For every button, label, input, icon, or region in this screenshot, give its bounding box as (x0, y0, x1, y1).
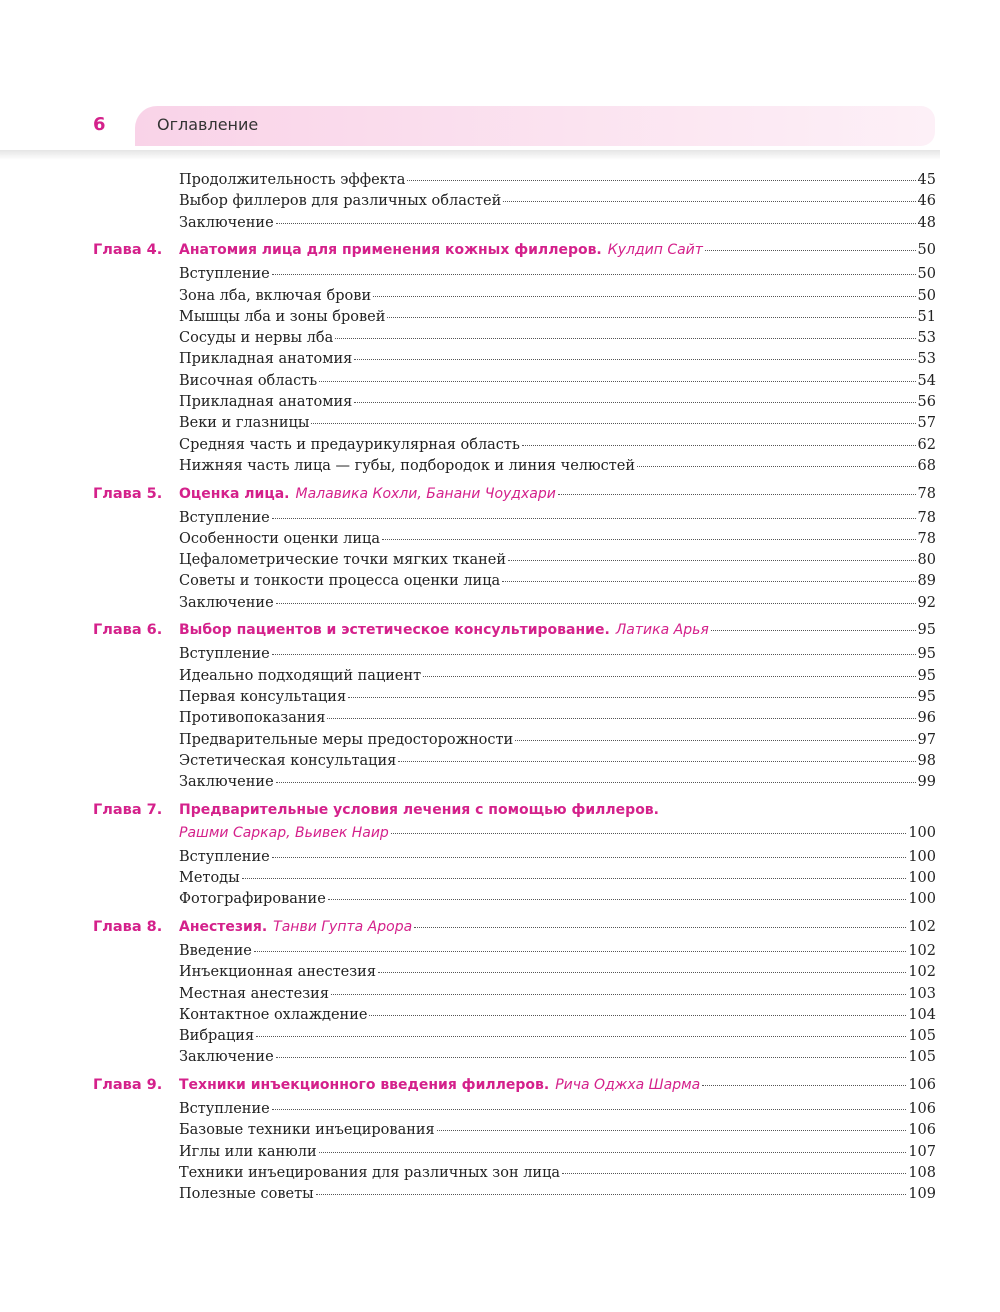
toc-entry-page: 68 (917, 457, 936, 474)
chapter-label: Глава 4. (93, 242, 163, 259)
dot-leader (276, 223, 916, 224)
toc-entry-line (179, 1122, 936, 1138)
dot-leader (276, 1057, 907, 1058)
toc-entry[interactable] (0, 172, 1000, 193)
dot-leader (276, 603, 916, 604)
toc-entry-page: 100 (908, 848, 936, 865)
page-header (0, 104, 1000, 164)
chapter-heading[interactable] (0, 802, 1000, 823)
toc-entry-title: Инъекционная анестезия (179, 964, 376, 981)
toc-entry[interactable] (0, 943, 1000, 964)
toc-entry-page: 56 (917, 394, 936, 410)
dot-leader (354, 402, 915, 403)
header-title: Оглавление (157, 115, 259, 134)
chapter-authors-row[interactable] (0, 825, 1000, 846)
toc-entry-page: 102 (908, 964, 936, 981)
toc-entry-page: 89 (917, 573, 936, 590)
toc-entry-title: Техники инъецирования для различных зон лица (179, 1164, 561, 1181)
toc-entry-line (179, 891, 936, 907)
toc-entry-line (179, 552, 936, 568)
toc-entry-title: Первая консультация (179, 688, 347, 705)
toc-entry-page: 95 (917, 688, 936, 705)
chapter-line (179, 1077, 936, 1093)
dot-leader (508, 560, 916, 561)
toc-entry[interactable] (0, 753, 1000, 774)
chapter-line (179, 486, 936, 502)
toc-entry-line (179, 849, 936, 865)
toc-entry-page: 78 (917, 530, 936, 547)
dot-leader (503, 201, 915, 202)
toc-entry[interactable] (0, 351, 1000, 372)
dot-leader (276, 782, 916, 783)
chapter-authors: Кулдип Сайт (607, 242, 703, 259)
toc-entry[interactable] (0, 215, 1000, 236)
toc-entry[interactable] (0, 1101, 1000, 1122)
dot-leader (407, 180, 915, 181)
chapter-label: Глава 8. (93, 918, 163, 935)
toc-entry-title: Заключение (179, 594, 274, 611)
toc-entry[interactable] (0, 1144, 1000, 1165)
toc-entry[interactable] (0, 573, 1000, 594)
toc-entry-title: Идеально подходящий пациент (179, 667, 422, 684)
dot-leader (242, 878, 907, 879)
chapter-title: Выбор пациентов и эстетическое консультирование. (179, 622, 610, 639)
toc-entry-title: Методы (179, 870, 240, 886)
toc-entry[interactable] (0, 437, 1000, 458)
toc-entry-title: Височная область (179, 372, 318, 389)
toc-entry-title: Прикладная анатомия (179, 394, 353, 410)
chapter-authors-line (179, 825, 936, 841)
toc-entry[interactable] (0, 1122, 1000, 1143)
toc-entry[interactable] (0, 595, 1000, 616)
toc-entry-line (179, 510, 936, 526)
dot-leader (423, 676, 915, 677)
toc-entry-page: 80 (917, 552, 936, 569)
toc-entry[interactable] (0, 1007, 1000, 1028)
dot-leader (414, 927, 906, 928)
toc-entry-title: Эстетическая консультация (179, 752, 397, 769)
toc-entry-page: 53 (917, 330, 936, 347)
dot-leader (327, 718, 915, 719)
dot-leader (437, 1130, 907, 1131)
toc-entry-page: 100 (908, 870, 936, 886)
toc-entry-page: 95 (917, 646, 936, 663)
toc-entry-line (179, 774, 936, 790)
toc-entry-line (179, 1101, 936, 1117)
toc-entry-title: Продолжительность эффекта (179, 172, 406, 188)
toc-entry-title: Цефалометрические точки мягких тканей (179, 552, 507, 569)
dot-leader (515, 740, 915, 741)
chapter-page: 100 (908, 824, 936, 841)
chapter-line (179, 802, 936, 818)
header-shadow (0, 150, 940, 160)
toc-entry-page: 92 (917, 594, 936, 611)
toc-entry-page: 99 (917, 774, 936, 791)
toc-entry-line (179, 1144, 936, 1160)
dot-leader (256, 1036, 906, 1037)
toc-entry-page: 78 (917, 509, 936, 526)
chapter-heading[interactable] (0, 242, 1000, 263)
dot-leader (319, 381, 915, 382)
chapter-title: Анатомия лица для применения кожных филлеров. (179, 242, 602, 259)
dot-leader (702, 1085, 906, 1086)
toc-entry-page: 57 (917, 415, 936, 432)
toc-entry[interactable] (0, 849, 1000, 870)
dot-leader (502, 581, 915, 582)
dot-leader (272, 654, 916, 655)
toc-entry-page: 98 (917, 752, 936, 769)
toc-entry-page: 103 (908, 985, 936, 1002)
toc-entry[interactable] (0, 710, 1000, 731)
toc-entry-page: 48 (917, 214, 936, 231)
toc-entry[interactable] (0, 774, 1000, 795)
toc-entry-line (179, 646, 936, 662)
toc-entry-title: Нижняя часть лица — губы, подбородок и линия челюстей (179, 457, 636, 474)
dot-leader (391, 833, 906, 834)
toc-entry[interactable] (0, 1186, 1000, 1207)
chapter-page: 106 (908, 1077, 936, 1093)
toc-entry-title: Вступление (179, 266, 270, 283)
dot-leader (522, 445, 916, 446)
toc-entry-line (179, 266, 936, 282)
dot-leader (335, 338, 915, 339)
toc-entry-page: 53 (917, 351, 936, 368)
toc-entry-title: Противопоказания (179, 710, 326, 727)
toc-entry-page: 100 (908, 891, 936, 908)
toc-entry-title: Заключение (179, 1049, 274, 1066)
chapter-label: Глава 5. (93, 485, 163, 502)
toc-entry-page: 46 (917, 193, 936, 210)
dot-leader (562, 1173, 906, 1174)
dot-leader (558, 494, 916, 495)
chapter-heading[interactable] (0, 622, 1000, 643)
toc-entry-line (179, 964, 936, 980)
toc-entry-page: 97 (917, 731, 936, 748)
toc-entry-line (179, 1049, 936, 1065)
toc-entry-line (179, 415, 936, 431)
toc-entry-page: 51 (917, 308, 936, 325)
toc-entry-title: Вступление (179, 509, 270, 526)
toc-entry-line (179, 668, 936, 684)
toc-entry-line (179, 753, 936, 769)
toc-entry-title: Заключение (179, 214, 274, 231)
toc-entry-line (179, 689, 936, 705)
toc-entry-page: 107 (908, 1143, 936, 1160)
chapter-line (179, 242, 936, 258)
toc-entry-title: Предварительные меры предосторожности (179, 731, 514, 748)
chapter-authors: Малавика Кохли, Банани Чоудхари (295, 485, 556, 502)
dot-leader (378, 972, 906, 973)
dot-leader (272, 857, 907, 858)
toc-entry-line (179, 330, 936, 346)
dot-leader (398, 761, 915, 762)
toc-entry-line (179, 373, 936, 389)
chapter-title: Анестезия. (179, 918, 268, 935)
toc-entry-title: Вступление (179, 646, 270, 663)
toc-entry-page: 105 (908, 1028, 936, 1045)
toc-entry[interactable] (0, 1165, 1000, 1186)
chapter-page: 50 (917, 242, 936, 259)
toc-entry-title: Иглы или канюли (179, 1143, 317, 1160)
dot-leader (705, 250, 916, 251)
toc-entry-title: Контактное охлаждение (179, 1006, 368, 1023)
toc-entry-line (179, 531, 936, 547)
dot-leader (311, 423, 915, 424)
toc-entry-title: Полезные советы (179, 1186, 314, 1203)
toc-entry[interactable] (0, 689, 1000, 710)
toc-entry[interactable] (0, 458, 1000, 479)
toc-entry-title: Советы и тонкости процесса оценки лица (179, 573, 501, 590)
toc-entry[interactable] (0, 394, 1000, 415)
chapter-line (179, 622, 936, 638)
chapter-label: Глава 6. (93, 622, 163, 639)
toc-entry-line (179, 1186, 936, 1202)
toc-entry-title: Выбор филлеров для различных областей (179, 193, 502, 210)
toc-entry[interactable] (0, 1028, 1000, 1049)
toc-entry[interactable] (0, 668, 1000, 689)
chapter-heading[interactable] (0, 1077, 1000, 1098)
page-number: 6 (93, 114, 106, 135)
toc-entry-line (179, 288, 936, 304)
dot-leader (319, 1152, 907, 1153)
dot-leader (272, 518, 916, 519)
dot-leader (328, 899, 907, 900)
dot-leader (373, 296, 915, 297)
dot-leader (348, 697, 915, 698)
toc-entry[interactable] (0, 531, 1000, 552)
chapter-line (179, 919, 936, 935)
toc-entry-title: Вступление (179, 1101, 270, 1117)
toc-entry[interactable] (0, 964, 1000, 985)
toc-entry-line (179, 573, 936, 589)
toc-entry-line (179, 394, 936, 410)
toc-entry-line (179, 870, 936, 886)
toc-entry-page: 96 (917, 710, 936, 727)
chapter-authors: Рича Оджха Шарма (555, 1077, 701, 1093)
toc-entry-title: Мышцы лба и зоны бровей (179, 308, 386, 325)
chapter-title: Техники инъекционного введения филлеров. (179, 1077, 550, 1093)
toc-entry-page: 95 (917, 667, 936, 684)
toc-entry-line (179, 710, 936, 726)
toc-entry-title: Прикладная анатомия (179, 351, 353, 368)
toc-entry-title: Средняя часть и предаурикулярная область (179, 436, 520, 453)
toc-entry-line (179, 172, 936, 188)
toc-entry[interactable] (0, 415, 1000, 436)
chapter-authors: Танви Гупта Арора (273, 918, 413, 935)
toc-entry[interactable] (0, 986, 1000, 1007)
chapter-heading[interactable] (0, 486, 1000, 507)
toc-entry-line (179, 215, 936, 231)
chapter-authors: Латика Арья (615, 622, 709, 639)
chapter-title: Оценка лица. (179, 485, 290, 502)
toc-entry-page: 62 (917, 436, 936, 453)
toc-entry-line (179, 1165, 936, 1181)
toc-entry-title: Базовые техники инъецирования (179, 1122, 435, 1139)
dot-leader (369, 1015, 906, 1016)
toc-entry-title: Введение (179, 942, 252, 959)
toc-entry-page: 50 (917, 266, 936, 283)
toc-entry-page: 50 (917, 287, 936, 304)
toc-entry-title: Заключение (179, 774, 274, 791)
toc-entry-page: 102 (908, 942, 936, 959)
chapter-title: Предварительные условия лечения с помощью филлеров. (179, 801, 659, 818)
toc-entry[interactable] (0, 891, 1000, 912)
toc-entry-page: 106 (908, 1122, 936, 1139)
chapter-page: 78 (917, 485, 936, 502)
toc-entry-line (179, 309, 936, 325)
toc-entry[interactable] (0, 193, 1000, 214)
toc-entry-page: 45 (917, 172, 936, 188)
chapter-page: 102 (908, 918, 936, 935)
toc-entry[interactable] (0, 510, 1000, 531)
toc-entry[interactable] (0, 266, 1000, 287)
toc-entry-line (179, 595, 936, 611)
toc-entry-title: Зона лба, включая брови (179, 287, 372, 304)
toc-entry-line (179, 1028, 936, 1044)
dot-leader (316, 1194, 907, 1195)
dot-leader (331, 994, 906, 995)
toc-entry[interactable] (0, 373, 1000, 394)
toc-entry-title: Вибрация (179, 1028, 255, 1045)
toc-entry-page: 108 (908, 1164, 936, 1181)
chapter-heading[interactable] (0, 919, 1000, 940)
toc-entry[interactable] (0, 552, 1000, 573)
chapter-page: 95 (917, 622, 936, 639)
dot-leader (272, 274, 916, 275)
toc-entry-page: 104 (908, 1006, 936, 1023)
toc-entry[interactable] (0, 646, 1000, 667)
toc-entry-title: Особенности оценки лица (179, 530, 381, 547)
toc-entry-line (179, 732, 936, 748)
toc-entry[interactable] (0, 330, 1000, 351)
toc-entry-line (179, 1007, 936, 1023)
toc-entry-line (179, 943, 936, 959)
toc-entry[interactable] (0, 870, 1000, 891)
toc-entry[interactable] (0, 288, 1000, 309)
toc-entry-title: Вступление (179, 848, 270, 865)
toc-entry-page: 105 (908, 1049, 936, 1066)
toc-entry-page: 54 (917, 372, 936, 389)
dot-leader (711, 630, 916, 631)
toc-entry-line (179, 351, 936, 367)
chapter-label: Глава 7. (93, 801, 163, 818)
toc-entry-title: Сосуды и нервы лба (179, 330, 334, 347)
toc-entry[interactable] (0, 1049, 1000, 1070)
toc-entry-line (179, 458, 936, 474)
dot-leader (637, 466, 916, 467)
dot-leader (382, 539, 916, 540)
toc-entry-title: Местная анестезия (179, 985, 329, 1002)
toc-entry-page: 109 (908, 1186, 936, 1203)
toc-entry-line (179, 986, 936, 1002)
toc-entry-line (179, 193, 936, 209)
toc-entry[interactable] (0, 732, 1000, 753)
chapter-authors: Рашми Саркар, Вьивек Наир (179, 824, 389, 841)
dot-leader (387, 317, 915, 318)
toc-entry[interactable] (0, 309, 1000, 330)
dot-leader (254, 951, 906, 952)
toc-entry-page: 106 (908, 1101, 936, 1117)
chapter-label: Глава 9. (93, 1077, 163, 1093)
dot-leader (354, 359, 915, 360)
toc-entry-line (179, 437, 936, 453)
dot-leader (272, 1109, 907, 1110)
toc-entry-title: Веки и глазницы (179, 415, 310, 432)
toc-entry-title: Фотографирование (179, 891, 326, 908)
